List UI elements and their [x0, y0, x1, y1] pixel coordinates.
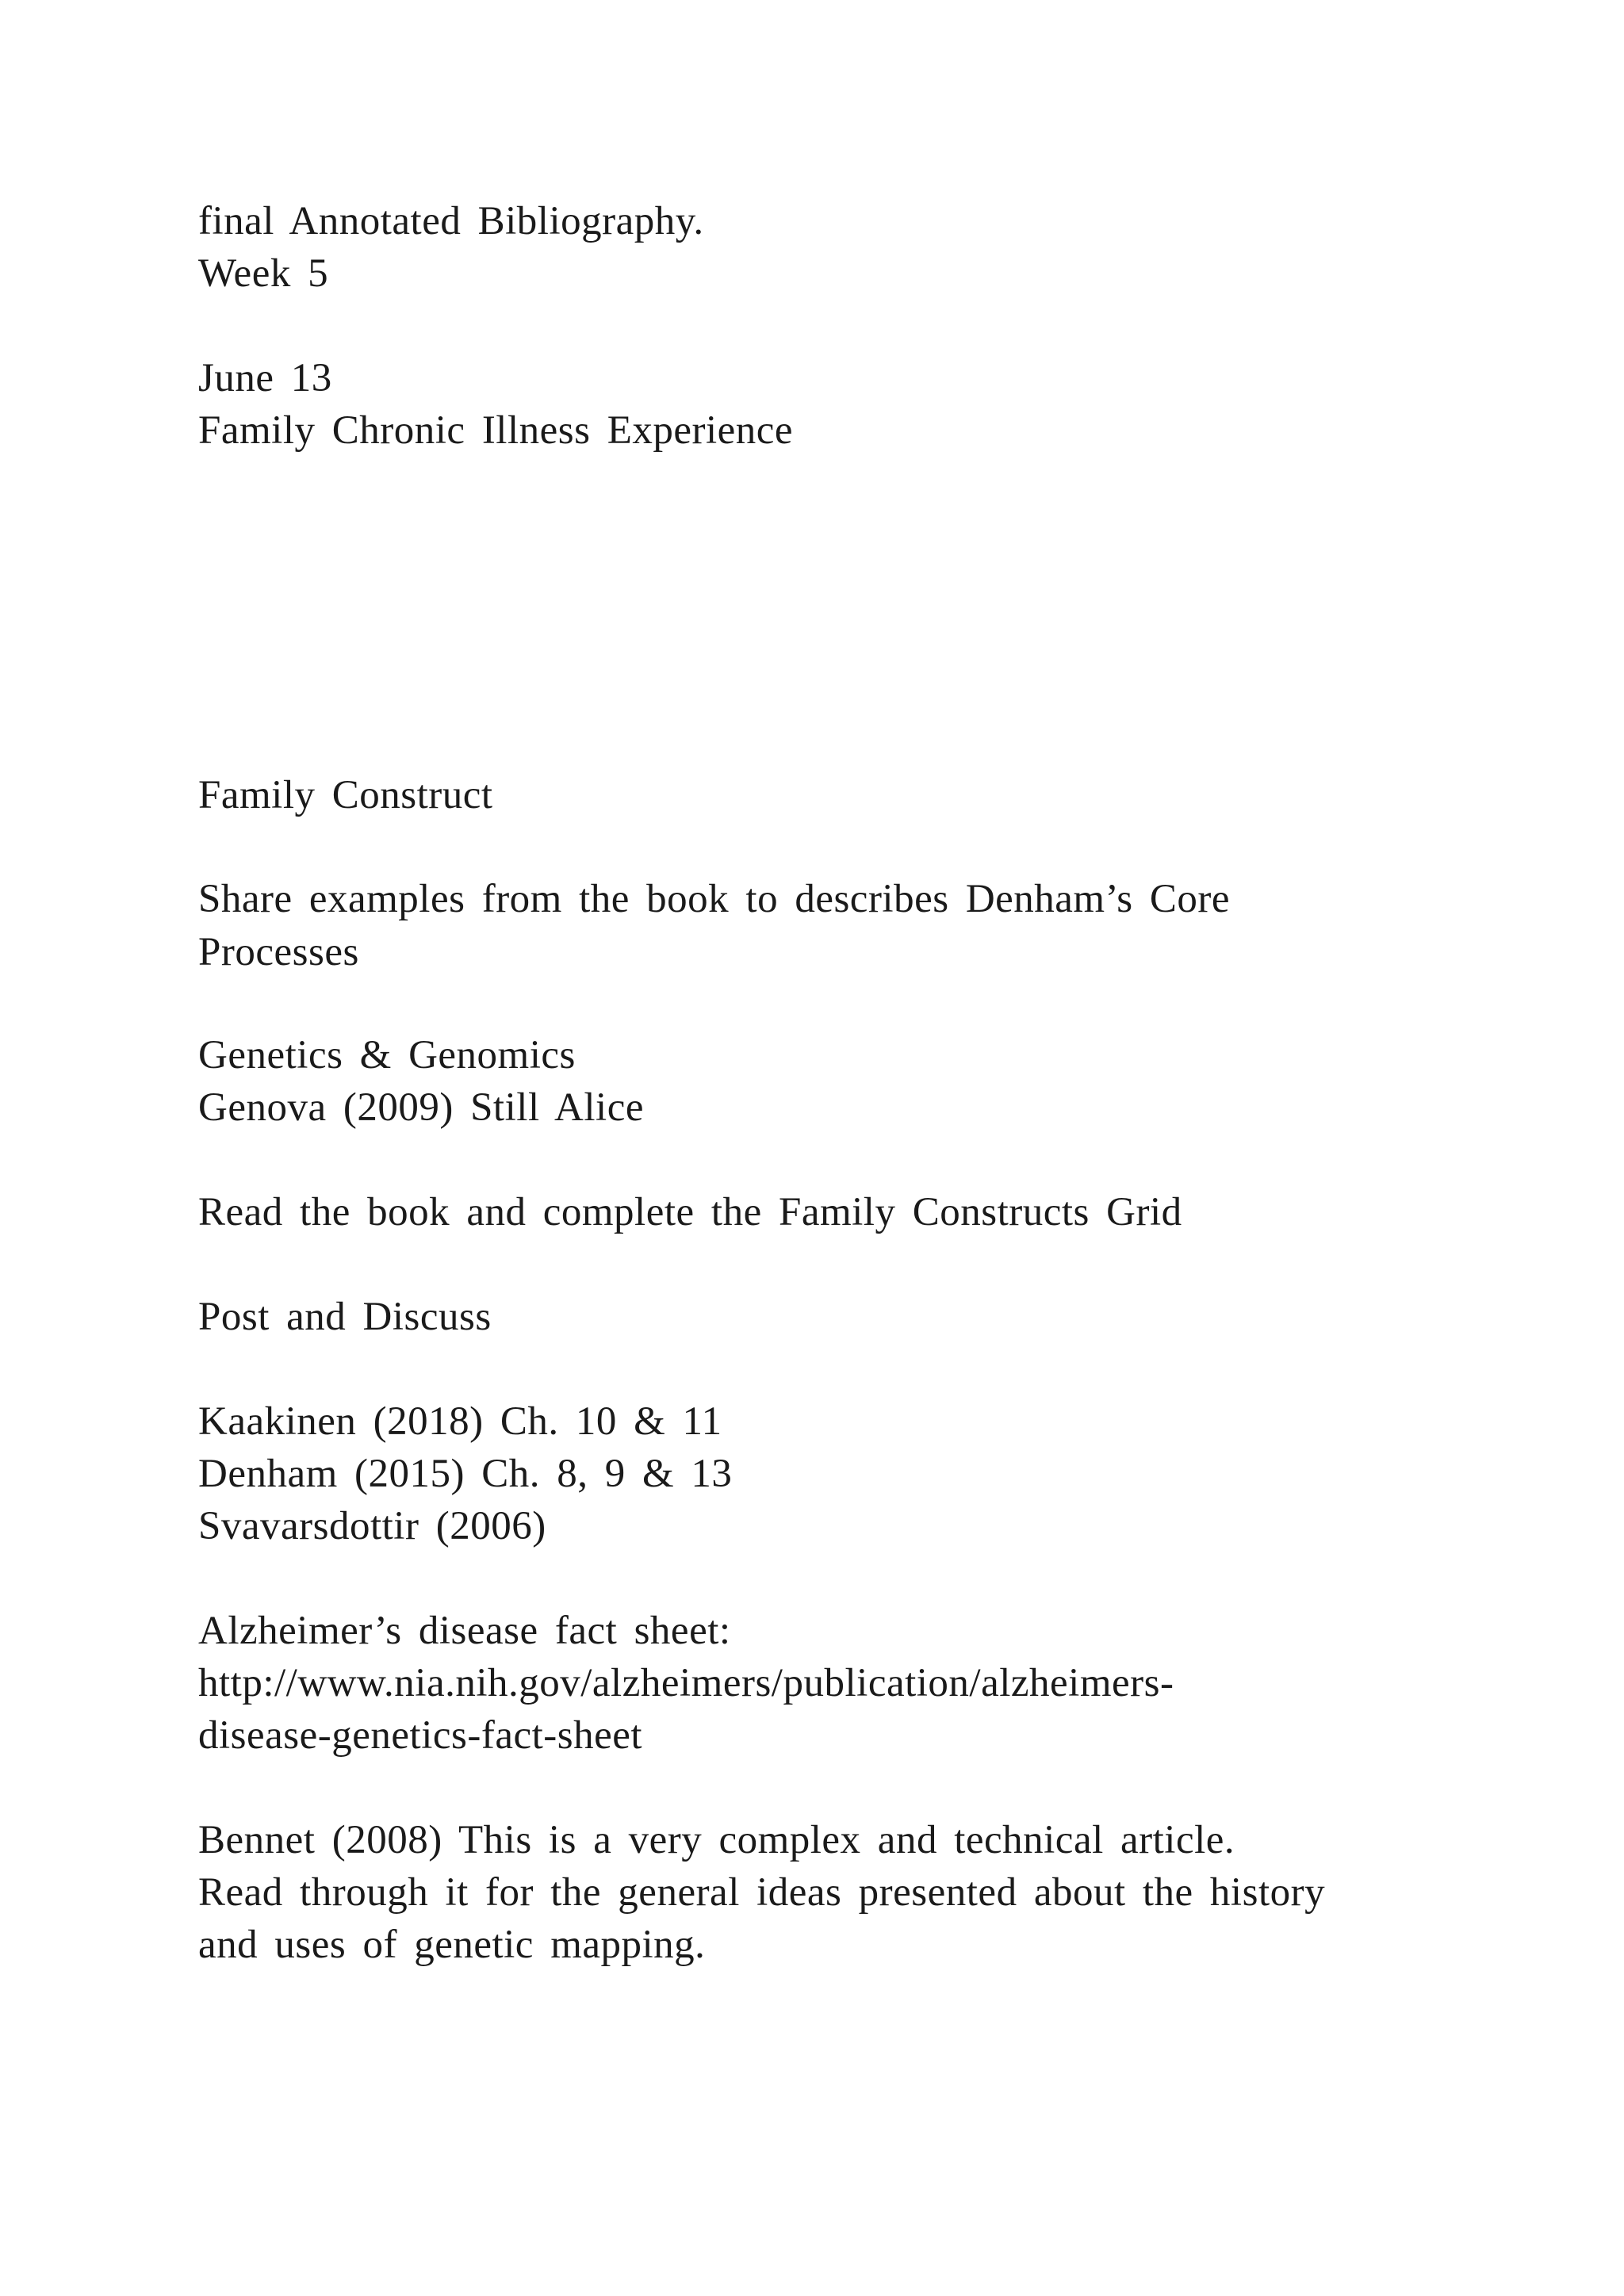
document-title: final Annotated Bibliography.: [198, 199, 704, 243]
fact-sheet-url-continued: disease-genetics-fact-sheet: [198, 1713, 643, 1758]
genetics-heading: Genetics & Genomics: [198, 1033, 576, 1077]
book-reference: Genova (2009) Still Alice: [198, 1085, 644, 1130]
share-line: Share examples from the book to describes Denham’s Core: [198, 877, 1231, 921]
reading-item: Kaakinen (2018) Ch. 10 & 11: [198, 1399, 722, 1444]
post-and-discuss: Post and Discuss: [198, 1295, 492, 1339]
section-heading: Family Construct: [198, 773, 493, 817]
topic-label: Family Chronic Illness Experience: [198, 408, 794, 453]
share-line: Processes: [198, 930, 359, 974]
read-instruction: Read the book and complete the Family Constructs Grid: [198, 1190, 1182, 1234]
date-label: June 13: [198, 356, 332, 400]
bennet-line: Bennet (2008) This is a very complex and technical article.: [198, 1818, 1235, 1862]
fact-sheet-label: Alzheimer’s disease fact sheet:: [198, 1609, 731, 1653]
fact-sheet-url: http://www.nia.nih.gov/alzheimers/publication/alzheimers-: [198, 1661, 1174, 1705]
bennet-line: and uses of genetic mapping.: [198, 1923, 706, 1967]
reading-item: Svavarsdottir (2006): [198, 1504, 546, 1548]
reading-item: Denham (2015) Ch. 8, 9 & 13: [198, 1452, 733, 1496]
bennet-line: Read through it for the general ideas presented about the history: [198, 1870, 1326, 1915]
week-label: Week 5: [198, 251, 329, 296]
